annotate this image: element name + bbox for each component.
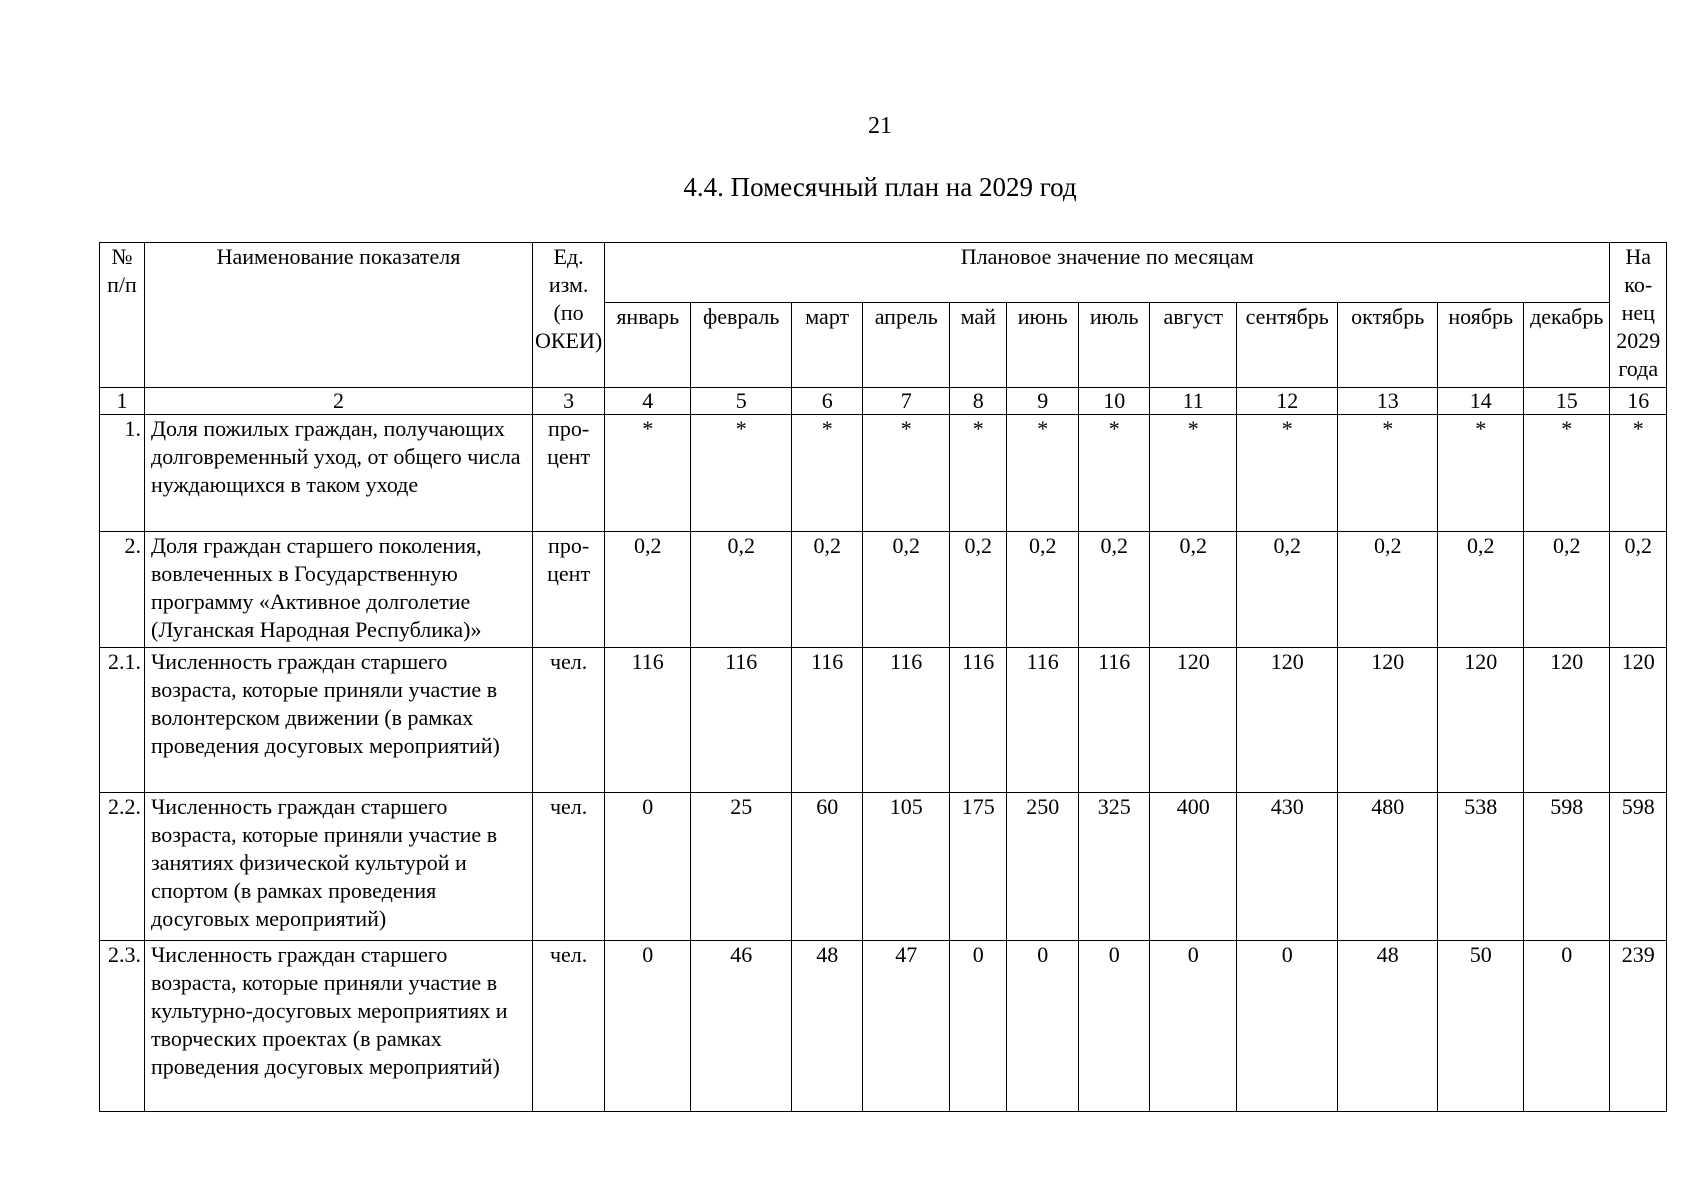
header-month: май [950,303,1007,388]
column-number: 14 [1438,388,1524,415]
month-value: 116 [605,648,691,793]
month-value: 116 [863,648,950,793]
month-value: 50 [1438,941,1524,1112]
column-number: 13 [1338,388,1438,415]
month-value: 0,2 [1237,532,1338,648]
column-number: 1 [100,388,145,415]
column-numbers-row [100,388,1667,415]
month-value: 0,2 [1007,532,1079,648]
header-no: № п/п [100,243,145,388]
month-value: 0,2 [691,532,792,648]
month-value: * [863,415,950,532]
month-value: 175 [950,793,1007,941]
header-month: октябрь [1338,303,1438,388]
month-value: 480 [1338,793,1438,941]
unit: чел. [533,941,605,1112]
column-number: 3 [533,388,605,415]
header-month: ноябрь [1438,303,1524,388]
month-value: 116 [1007,648,1079,793]
month-value: 400 [1150,793,1237,941]
indicator-name: Доля пожилых граждан, получающих долговременный уход, от общего числа нуждающихся в таком уходе [145,415,533,532]
row-number: 2.2. [100,793,145,941]
month-value: 430 [1237,793,1338,941]
month-value: 120 [1338,648,1438,793]
column-number: 5 [691,388,792,415]
month-value: 0 [1150,941,1237,1112]
month-value: 48 [1338,941,1438,1112]
header-row-1 [100,243,1667,303]
month-value: 0,2 [863,532,950,648]
month-value: 120 [1438,648,1524,793]
month-value: * [1438,415,1524,532]
column-number: 9 [1007,388,1079,415]
month-value: 598 [1524,793,1610,941]
month-value: 120 [1237,648,1338,793]
header-unit: Ед. изм. (по ОКЕИ) [533,243,605,388]
month-value: 0,2 [1438,532,1524,648]
month-value: 120 [1150,648,1237,793]
table-row [100,415,1667,532]
month-value: 116 [792,648,863,793]
month-value: * [605,415,691,532]
month-value: 120 [1524,648,1610,793]
header-month: июль [1079,303,1150,388]
unit: про- цент [533,532,605,648]
month-value: 325 [1079,793,1150,941]
month-value: 0 [1237,941,1338,1112]
header-month: декабрь [1524,303,1610,388]
page-title: 4.4. Помесячный план на 2029 год [683,172,1077,202]
column-number: 10 [1079,388,1150,415]
month-value: 25 [691,793,792,941]
column-number: 15 [1524,388,1610,415]
month-value: 0 [1007,941,1079,1112]
month-value: 0 [605,941,691,1112]
row-number: 2.3. [100,941,145,1112]
column-number: 2 [145,388,533,415]
month-value: 46 [691,941,792,1112]
header-month: август [1150,303,1237,388]
month-value: * [1237,415,1338,532]
month-value: 0,2 [605,532,691,648]
indicator-name: Доля граждан старшего поколения, вовлеченных в Государственную программу «Активное долголетие (Луганская Народная Республика)» [145,532,533,648]
indicator-name: Численность граждан старшего возраста, которые приняли участие в волонтерском движении (в рамках проведения досуговых мероприятий) [145,648,533,793]
month-value: 47 [863,941,950,1112]
table-row [100,648,1667,793]
table-row [100,941,1667,1112]
month-value: * [1079,415,1150,532]
month-value: * [1007,415,1079,532]
month-value: 0 [1079,941,1150,1112]
month-value: * [691,415,792,532]
table-row [100,793,1667,941]
monthly-plan-table [99,242,1667,1112]
month-value: 48 [792,941,863,1112]
end-value: * [1610,415,1667,532]
header-month: январь [605,303,691,388]
month-value: 250 [1007,793,1079,941]
month-value: 105 [863,793,950,941]
month-value: 0,2 [1524,532,1610,648]
column-number: 6 [792,388,863,415]
column-number: 12 [1237,388,1338,415]
month-value: 538 [1438,793,1524,941]
column-number: 11 [1150,388,1237,415]
month-value: 116 [1079,648,1150,793]
month-value: 0,2 [792,532,863,648]
unit: чел. [533,648,605,793]
month-value: 0,2 [1150,532,1237,648]
end-value: 598 [1610,793,1667,941]
row-number: 2. [100,532,145,648]
indicator-name: Численность граждан старшего возраста, которые приняли участие в культурно-досуговых мероприятиях и творческих проектах (в рамках проведения досуговых мероприятий) [145,941,533,1112]
header-planned: Плановое значение по месяцам [605,243,1610,303]
table-row [100,532,1667,648]
month-value: 0 [1524,941,1610,1112]
month-value: 60 [792,793,863,941]
month-value: 0,2 [950,532,1007,648]
header-name: Наименование показателя [145,243,533,388]
column-number: 16 [1610,388,1667,415]
header-end: На ко- нец 2029 года [1610,243,1667,388]
month-value: 0,2 [1079,532,1150,648]
month-value: 0,2 [1338,532,1438,648]
header-month: апрель [863,303,950,388]
month-value: * [1338,415,1438,532]
month-value: 0 [605,793,691,941]
unit: чел. [533,793,605,941]
month-value: * [1524,415,1610,532]
month-value: * [792,415,863,532]
end-value: 0,2 [1610,532,1667,648]
month-value: * [950,415,1007,532]
column-number: 7 [863,388,950,415]
row-number: 2.1. [100,648,145,793]
header-month: февраль [691,303,792,388]
column-number: 4 [605,388,691,415]
end-value: 120 [1610,648,1667,793]
page-number: 21 [868,113,892,139]
month-value: 116 [950,648,1007,793]
end-value: 239 [1610,941,1667,1112]
indicator-name: Численность граждан старшего возраста, которые приняли участие в занятиях физической культурой и спортом (в рамках проведения досуговых мероприятий) [145,793,533,941]
header-month: сентябрь [1237,303,1338,388]
unit: про- цент [533,415,605,532]
header-month: июнь [1007,303,1079,388]
month-value: * [1150,415,1237,532]
month-value: 0 [950,941,1007,1112]
header-month: март [792,303,863,388]
column-number: 8 [950,388,1007,415]
month-value: 116 [691,648,792,793]
row-number: 1. [100,415,145,532]
